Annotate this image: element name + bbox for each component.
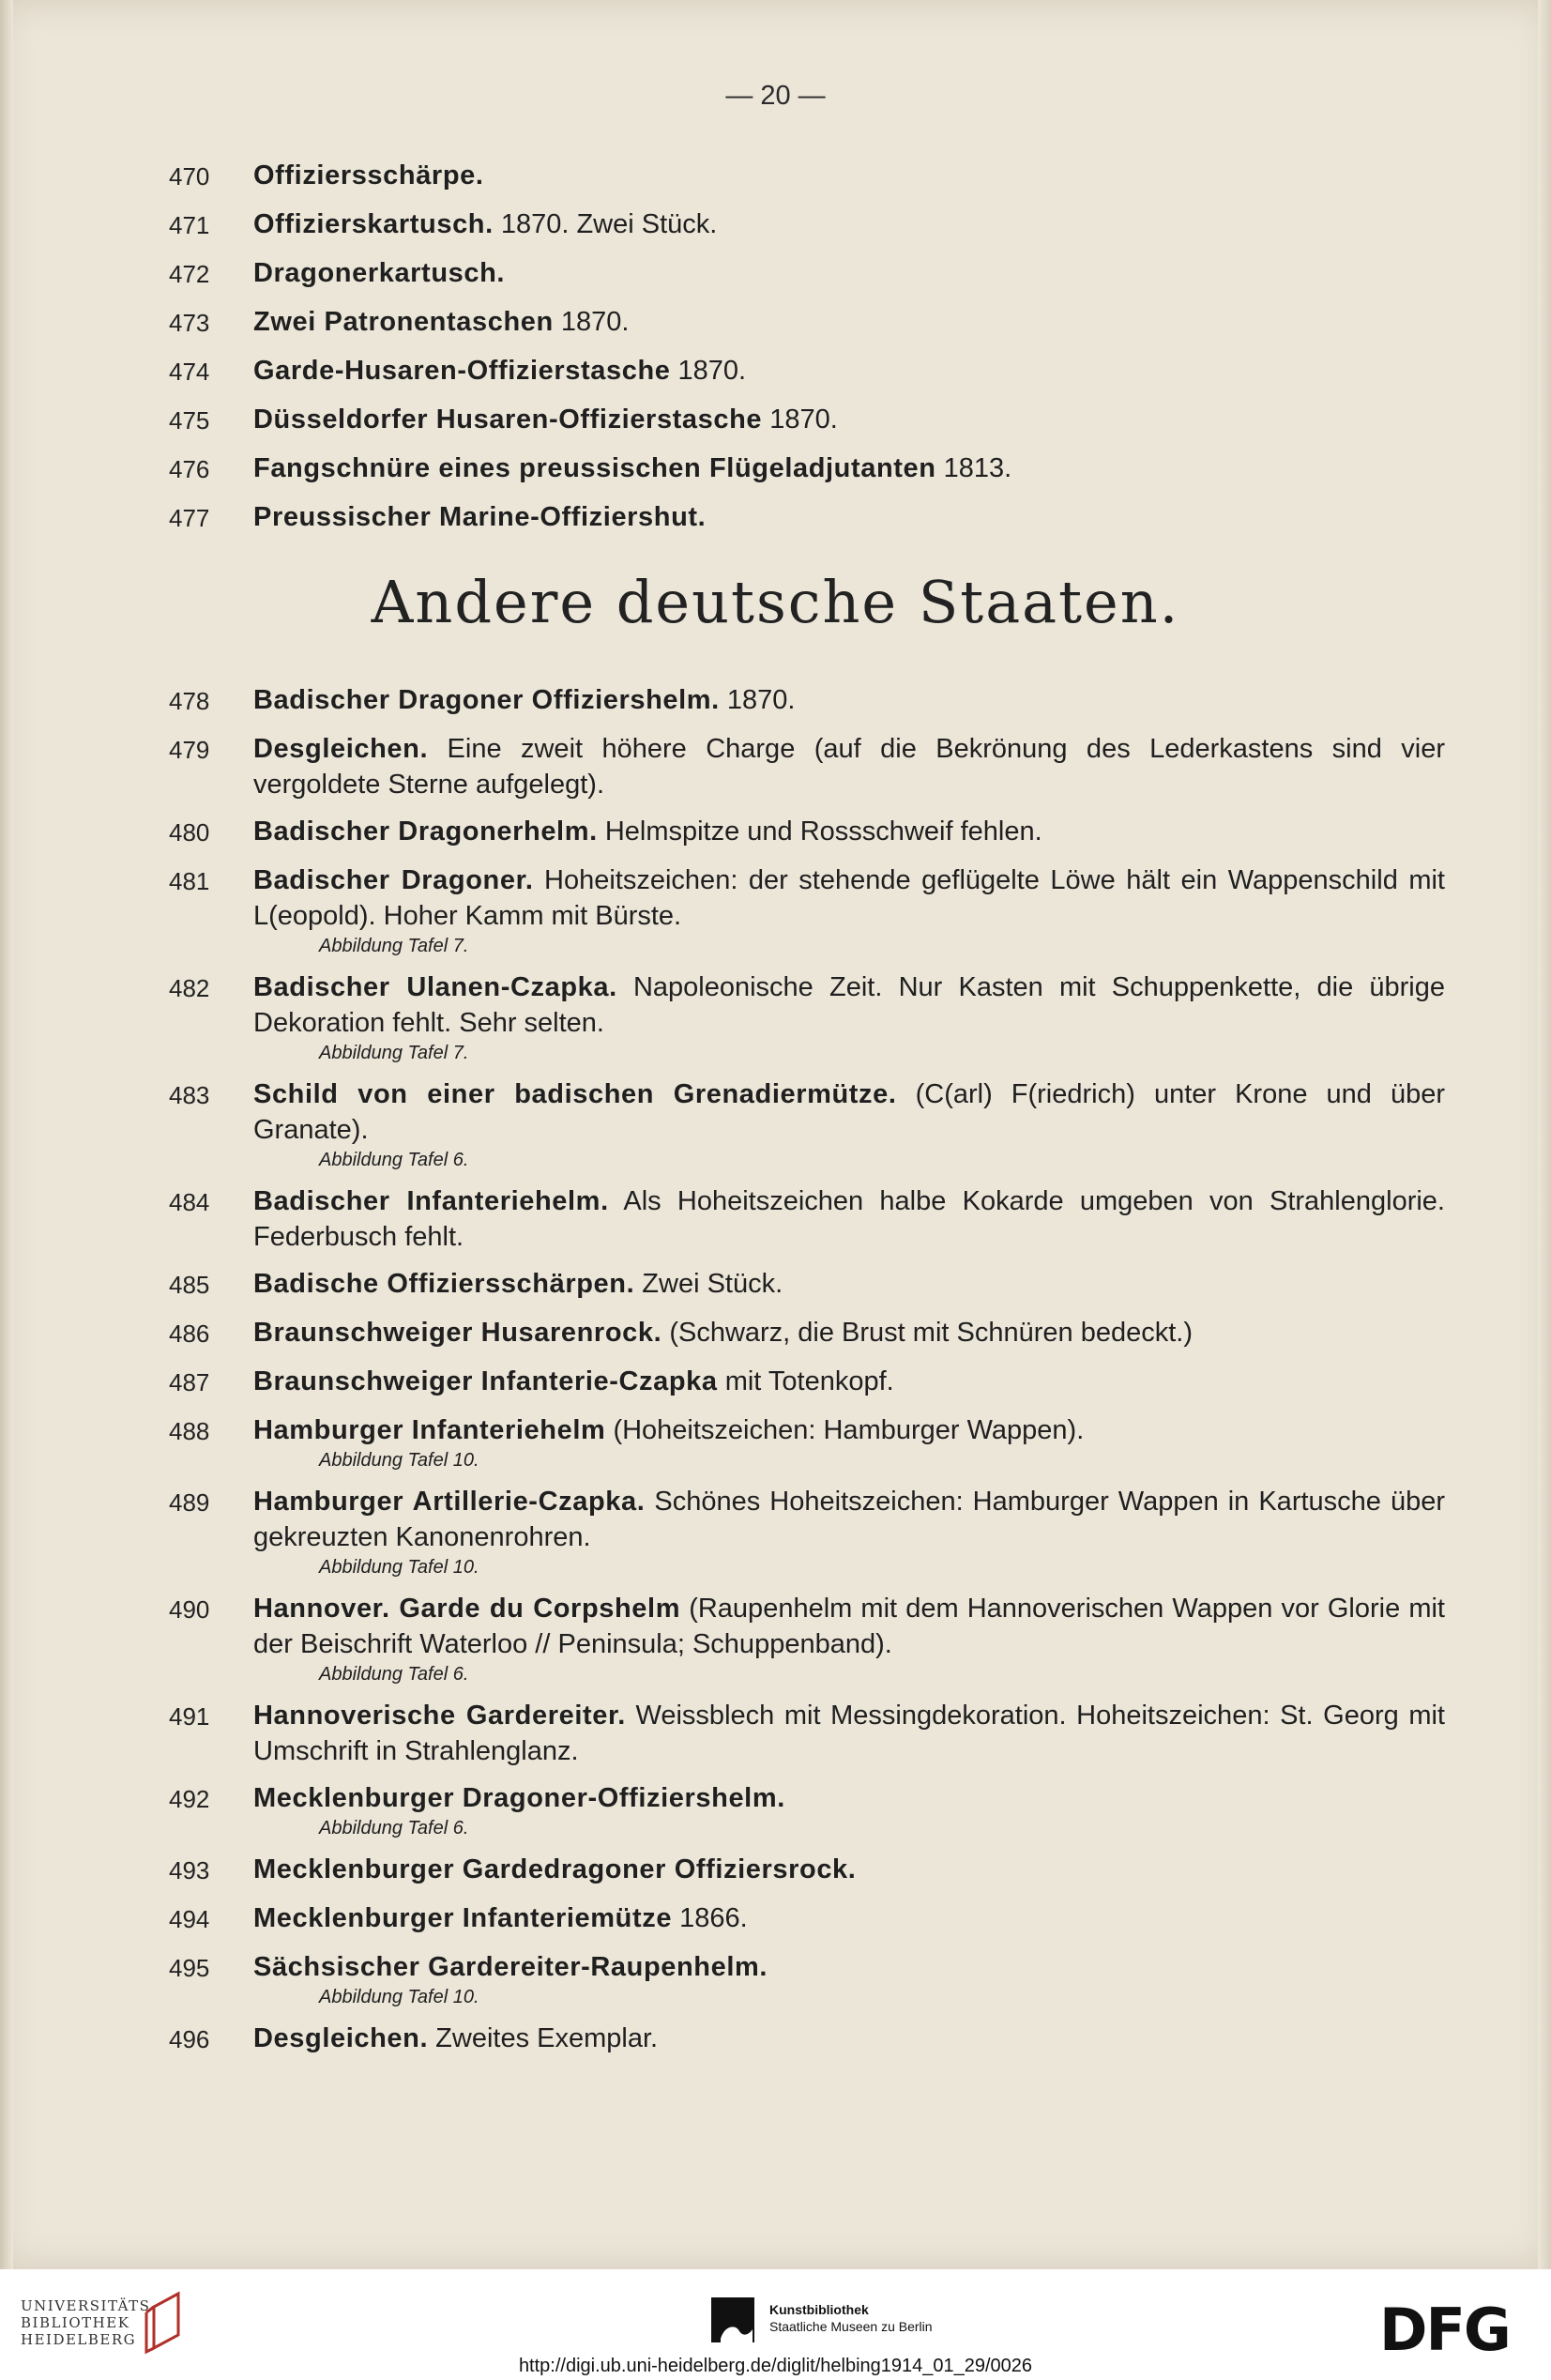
entry-text xyxy=(253,1315,1445,1352)
entry-number: 487 xyxy=(169,1368,210,1396)
catalog-entry xyxy=(169,206,1445,244)
entry-description: 1870. xyxy=(677,356,747,386)
entry-list-prussia xyxy=(169,158,1445,548)
entry-number: 496 xyxy=(169,2025,210,2053)
entry-title: Mecklenburger Dragoner-Offiziershelm. xyxy=(253,1783,785,1813)
entry-text xyxy=(253,1412,1445,1472)
entry-title: Badischer Dragonerhelm. xyxy=(253,816,598,847)
entry-text xyxy=(253,499,1445,537)
entry-number: 491 xyxy=(169,1702,210,1731)
entry-text xyxy=(253,862,1445,958)
dfg-logo: DFG xyxy=(1379,2296,1510,2364)
entry-text xyxy=(253,1698,1445,1769)
entry-description: Eine zweit höhere Charge (auf die Bekrönung des Lederkastens sind vier vergoldete Sterne aufgelegt). xyxy=(253,734,1445,800)
entry-title: Desgleichen. xyxy=(253,2023,429,2053)
entry-number: 475 xyxy=(169,406,210,435)
entry-title: Garde-Husaren-Offizierstasche xyxy=(253,356,671,386)
plate-reference: Abbildung Tafel 10. xyxy=(319,1450,479,1471)
entry-number: 474 xyxy=(169,358,210,386)
entry-number: 478 xyxy=(169,687,210,715)
entry-number: 495 xyxy=(169,1954,210,1982)
entry-title: Mecklenburger Gardedragoner Offiziersrock. xyxy=(253,1854,857,1884)
entry-title: Hannover. Garde du Corpshelm xyxy=(253,1594,681,1624)
catalog-entry xyxy=(169,1900,1445,1938)
kb-title: Kunstbibliothek xyxy=(769,2302,869,2317)
entry-number: 477 xyxy=(169,504,210,532)
entry-title: Offizierskartusch. xyxy=(253,209,494,239)
entry-text xyxy=(253,255,1445,293)
entry-description: mit Totenkopf. xyxy=(724,1366,894,1396)
entry-description: (C(arl) F(riedrich) unter Krone und über Granate). xyxy=(253,1079,1445,1145)
catalog-entry xyxy=(169,1183,1445,1255)
uni-line: UNIVERSITÄTS- xyxy=(21,2297,158,2314)
entry-description: (Schwarz, die Brust mit Schnüren bedeckt.) xyxy=(669,1318,1193,1348)
entry-title: Braunschweiger Infanterie-Czapka xyxy=(253,1366,718,1396)
source-url-link[interactable]: http://digi.ub.uni-heidelberg.de/diglit/helbing1914_01_29/0026 xyxy=(518,2356,1033,2376)
entry-title: Hannoverische Gardereiter. xyxy=(253,1701,626,1731)
catalog-entry xyxy=(169,1412,1445,1472)
uni-line: BIBLIOTHEK xyxy=(21,2314,130,2331)
section-heading: Andere deutsche Staaten. xyxy=(371,568,1180,636)
catalog-entry xyxy=(169,158,1445,195)
entry-number: 471 xyxy=(169,211,210,239)
entry-description: 1870. xyxy=(560,307,630,337)
entry-title: Braunschweiger Husarenrock. xyxy=(253,1318,662,1348)
entry-description: Weissblech mit Messingdekoration. Hoheitszeichen: St. Georg mit Umschrift in Strahlenglanz. xyxy=(253,1701,1445,1766)
catalog-entry xyxy=(169,402,1445,439)
entry-title: Hamburger Artillerie-Czapka. xyxy=(253,1487,646,1517)
entry-description: 1813. xyxy=(943,453,1012,483)
entry-number: 479 xyxy=(169,736,210,764)
entry-number: 472 xyxy=(169,260,210,288)
entry-text xyxy=(253,969,1445,1065)
entry-text xyxy=(253,450,1445,488)
catalog-entry xyxy=(169,682,1445,720)
entry-description: Hoheitszeichen: der stehende geflügelte Löwe hält ein Wappenschild mit L(eopold). Hoher Kamm mit Bürste. xyxy=(253,865,1445,931)
page-number: — 20 — xyxy=(725,81,826,111)
university-library-logo xyxy=(21,2297,158,2348)
catalog-entry xyxy=(169,499,1445,537)
entry-number: 470 xyxy=(169,162,210,191)
entry-number: 489 xyxy=(169,1488,210,1517)
entry-text xyxy=(253,1266,1445,1304)
entry-text xyxy=(253,731,1445,802)
entry-number: 486 xyxy=(169,1320,210,1348)
entry-number: 481 xyxy=(169,867,210,895)
entry-title: Hamburger Infanteriehelm xyxy=(253,1415,606,1445)
entry-number: 483 xyxy=(169,1081,210,1109)
entry-text xyxy=(253,1183,1445,1255)
catalog-entry xyxy=(169,731,1445,802)
footer-bar xyxy=(0,2269,1551,2380)
entry-number: 484 xyxy=(169,1188,210,1216)
catalog-entry xyxy=(169,1852,1445,1889)
plate-reference: Abbildung Tafel 10. xyxy=(319,1987,479,2007)
entry-description: Zwei Stück. xyxy=(642,1269,783,1299)
entry-description: 1870. xyxy=(726,685,796,715)
catalog-entry xyxy=(169,1266,1445,1304)
kunstbibliothek-label xyxy=(769,2301,933,2335)
catalog-entry xyxy=(169,255,1445,293)
catalog-entry xyxy=(169,1364,1445,1401)
catalog-entry xyxy=(169,1484,1445,1579)
entry-description: 1870. xyxy=(769,404,838,435)
plate-reference: Abbildung Tafel 7. xyxy=(319,1043,469,1063)
entry-text xyxy=(253,158,1445,195)
entry-title: Mecklenburger Infanteriemütze xyxy=(253,1903,673,1933)
entry-text xyxy=(253,814,1445,851)
entry-text xyxy=(253,206,1445,244)
entry-text xyxy=(253,402,1445,439)
catalog-entry xyxy=(169,304,1445,342)
kunstbibliothek-logo-icon xyxy=(711,2297,754,2342)
entry-title: Badischer Dragoner. xyxy=(253,865,534,895)
entry-description: Als Hoheitszeichen halbe Kokarde umgeben von Strahlenglorie. Federbusch fehlt. xyxy=(253,1186,1445,1252)
entry-text xyxy=(253,1591,1445,1686)
entry-number: 488 xyxy=(169,1417,210,1445)
entry-number: 480 xyxy=(169,818,210,847)
plate-reference: Abbildung Tafel 7. xyxy=(319,936,469,956)
entry-number: 490 xyxy=(169,1595,210,1624)
entry-title: Offiziersschärpe. xyxy=(253,160,484,191)
entry-number: 494 xyxy=(169,1905,210,1933)
entry-title: Badischer Dragoner Offiziershelm. xyxy=(253,685,720,715)
uni-line: HEIDELBERG xyxy=(21,2331,137,2348)
entry-number: 473 xyxy=(169,309,210,337)
entry-number: 476 xyxy=(169,455,210,483)
entry-text xyxy=(253,1852,1445,1889)
catalog-entry xyxy=(169,969,1445,1065)
entry-number: 493 xyxy=(169,1856,210,1884)
entry-text xyxy=(253,2021,1445,2058)
plate-reference: Abbildung Tafel 10. xyxy=(319,1557,479,1578)
entry-text xyxy=(253,1900,1445,1938)
entry-title: Desgleichen. xyxy=(253,734,429,764)
entry-title: Preussischer Marine-Offiziershut. xyxy=(253,502,707,532)
plate-reference: Abbildung Tafel 6. xyxy=(319,1818,469,1838)
entry-list-other-states xyxy=(169,682,1445,2069)
entry-description: Napoleonische Zeit. Nur Kasten mit Schuppenkette, die übrige Dekoration fehlt. Sehr selten. xyxy=(253,972,1445,1038)
entry-title: Düsseldorfer Husaren-Offizierstasche xyxy=(253,404,763,435)
catalog-entry xyxy=(169,353,1445,390)
entry-description: Zweites Exemplar. xyxy=(435,2023,659,2053)
library-mark-icon xyxy=(141,2290,182,2356)
entry-text xyxy=(253,1364,1445,1401)
entry-title: Fangschnüre eines preussischen Flügeladjutanten xyxy=(253,453,936,483)
entry-text xyxy=(253,353,1445,390)
entry-title: Zwei Patronentaschen xyxy=(253,307,554,337)
entry-text xyxy=(253,304,1445,342)
catalog-entry xyxy=(169,1591,1445,1686)
entry-title: Badische Offiziersschärpen. xyxy=(253,1269,635,1299)
entry-title: Sächsischer Gardereiter-Raupenhelm. xyxy=(253,1952,768,1982)
entry-title: Badischer Infanteriehelm. xyxy=(253,1186,609,1216)
entry-number: 485 xyxy=(169,1271,210,1299)
entry-text xyxy=(253,682,1445,720)
entry-number: 492 xyxy=(169,1785,210,1813)
catalog-entry xyxy=(169,1315,1445,1352)
catalog-entry xyxy=(169,1949,1445,2009)
catalog-entry xyxy=(169,814,1445,851)
entry-title: Dragonerkartusch. xyxy=(253,258,506,288)
entry-description: (Raupenhelm mit dem Hannoverischen Wappen vor Glorie mit der Beischrift Waterloo // Peninsula; Schuppenband). xyxy=(253,1594,1445,1659)
entry-description: 1866. xyxy=(679,1903,748,1933)
plate-reference: Abbildung Tafel 6. xyxy=(319,1150,469,1170)
plate-reference: Abbildung Tafel 6. xyxy=(319,1664,469,1685)
catalog-entry xyxy=(169,450,1445,488)
entry-description: Schönes Hoheitszeichen: Hamburger Wappen in Kartusche über gekreuzten Kanonenrohren. xyxy=(253,1487,1445,1552)
entry-title: Schild von einer badischen Grenadiermütze. xyxy=(253,1079,897,1109)
entry-text xyxy=(253,1484,1445,1579)
catalog-entry xyxy=(169,1698,1445,1769)
catalog-entry xyxy=(169,862,1445,958)
entry-text xyxy=(253,1780,1445,1840)
catalog-entry xyxy=(169,2021,1445,2058)
entry-description: Helmspitze und Rossschweif fehlen. xyxy=(604,816,1042,847)
entry-description: (Hoheitszeichen: Hamburger Wappen). xyxy=(613,1415,1085,1445)
kb-subtitle: Staatliche Museen zu Berlin xyxy=(769,2319,933,2334)
entry-text xyxy=(253,1076,1445,1172)
entry-description: 1870. Zwei Stück. xyxy=(500,209,718,239)
catalog-entry xyxy=(169,1780,1445,1840)
entry-number: 482 xyxy=(169,974,210,1002)
entry-text xyxy=(253,1949,1445,2009)
catalog-entry xyxy=(169,1076,1445,1172)
entry-title: Badischer Ulanen-Czapka. xyxy=(253,972,617,1002)
